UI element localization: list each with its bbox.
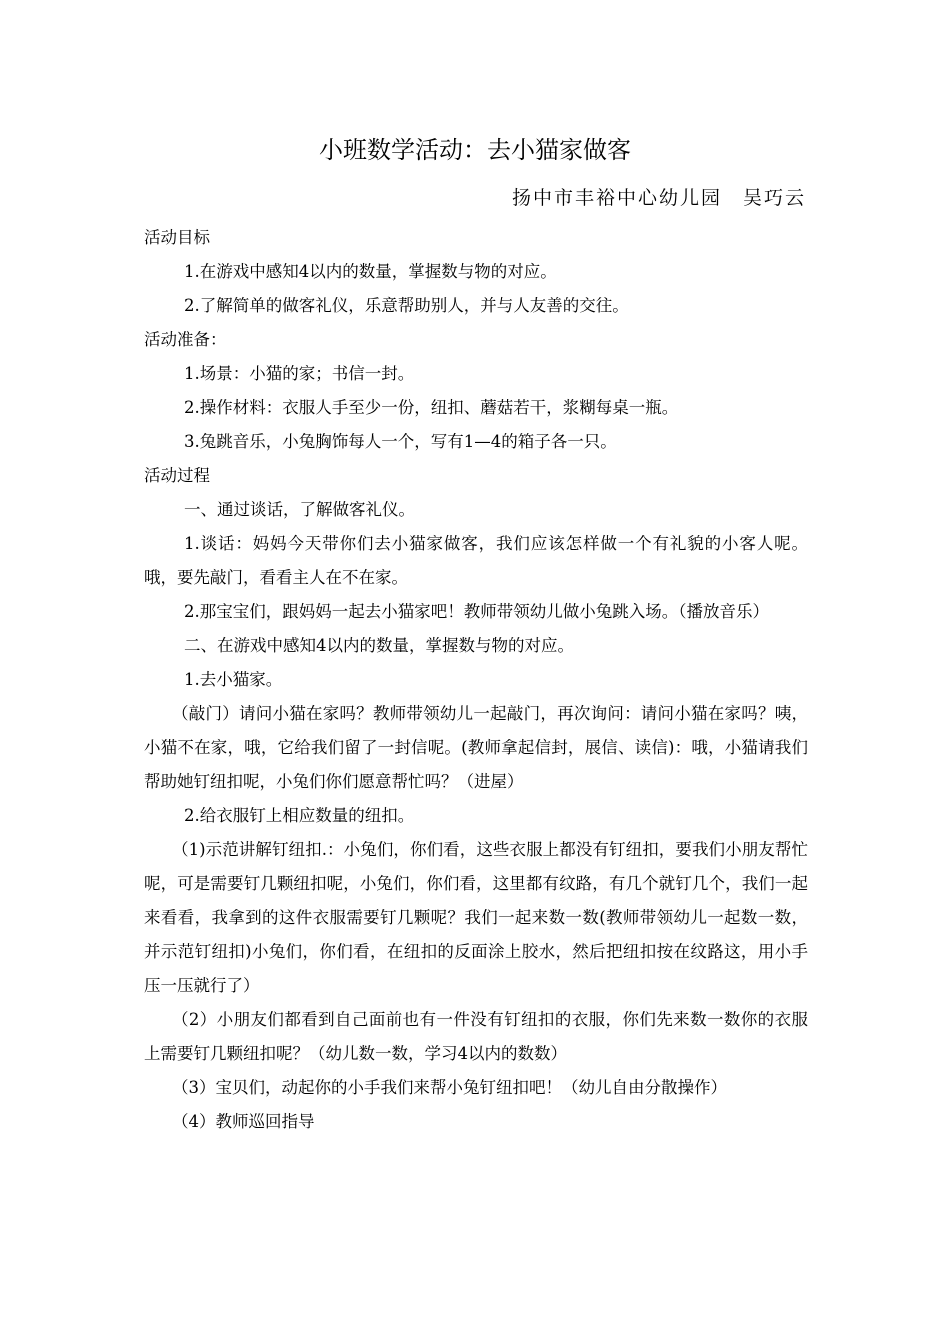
paragraph: 1.谈话：妈妈今天带你们去小猫家做客，我们应该怎样做一个有礼貌的小客人呢。哦，要先敲门，看看主人在不在家。 xyxy=(144,534,808,587)
document-title: 小班数学活动：去小猫家做客 xyxy=(319,136,631,164)
paragraph: 1.场景：小猫的家；书信一封。 xyxy=(184,364,415,383)
paragraph: （3）宝贝们，动起你的小手我们来帮小兔钉纽扣吧！（幼儿自由分散操作） xyxy=(172,1078,727,1097)
paragraph: （敲门）请问小猫在家吗？教师带领幼儿一起敲门，再次询问：请问小猫在家吗？咦，小猫不在家，哦，它给我们留了一封信呢。(教师拿起信封，展信、读信)：哦，小猫请我们帮助她钉纽扣呢，小兔们你们愿意帮忙吗？（进屋） xyxy=(144,704,808,791)
paragraph: 二、在游戏中感知4以内的数量，掌握数与物的对应。 xyxy=(184,636,574,655)
paragraph: （2）小朋友们都看到自己面前也有一件没有钉纽扣的衣服，你们先来数一数你的衣服上需要钉几颗纽扣呢？（幼儿数一数，学习4以内的数数） xyxy=(144,1010,808,1063)
paragraph: 一、通过谈话，了解做客礼仪。 xyxy=(184,500,415,519)
paragraph: （4）教师巡回指导 xyxy=(172,1112,315,1131)
document-author: 扬中市丰裕中心幼儿园 吴巧云 xyxy=(511,187,806,209)
paragraph: 活动目标 xyxy=(144,228,210,247)
paragraph: 2.给衣服钉上相应数量的纽扣。 xyxy=(184,806,415,825)
paragraph: 1.在游戏中感知4以内的数量，掌握数与物的对应。 xyxy=(184,262,557,281)
paragraph: （1)示范讲解钉纽扣.：小兔们，你们看，这些衣服上都没有钉纽扣，要我们小朋友帮忙呢，可是需要钉几颗纽扣呢，小兔们，你们看，这里都有纹路，有几个就钉几个，我们一起来看看，我拿到的这件衣服需要钉几颗呢？我们一起来数一数(教师带领幼儿一起数一数，并示范钉纽扣)小兔们，你们看，在纽扣的反面涂上胶水，然后把纽扣按在纹路这，用小手压一压就行了） xyxy=(144,840,808,995)
paragraph: 活动准备： xyxy=(144,330,227,349)
document-body xyxy=(144,221,808,1139)
paragraph: 3.兔跳音乐，小兔胸饰每人一个，写有1—4的箱子各一只。 xyxy=(184,432,617,451)
paragraph: 2.那宝宝们，跟妈妈一起去小猫家吧！教师带领幼儿做小兔跳入场。（播放音乐） xyxy=(184,602,769,621)
paragraph: 活动过程 xyxy=(144,466,210,485)
paragraph: 2.了解简单的做客礼仪，乐意帮助别人，并与人友善的交往。 xyxy=(184,296,629,315)
paragraph: 2.操作材料：衣服人手至少一份，纽扣、蘑菇若干，浆糊每桌一瓶。 xyxy=(184,398,679,417)
paragraph: 1.去小猫家。 xyxy=(184,670,283,689)
